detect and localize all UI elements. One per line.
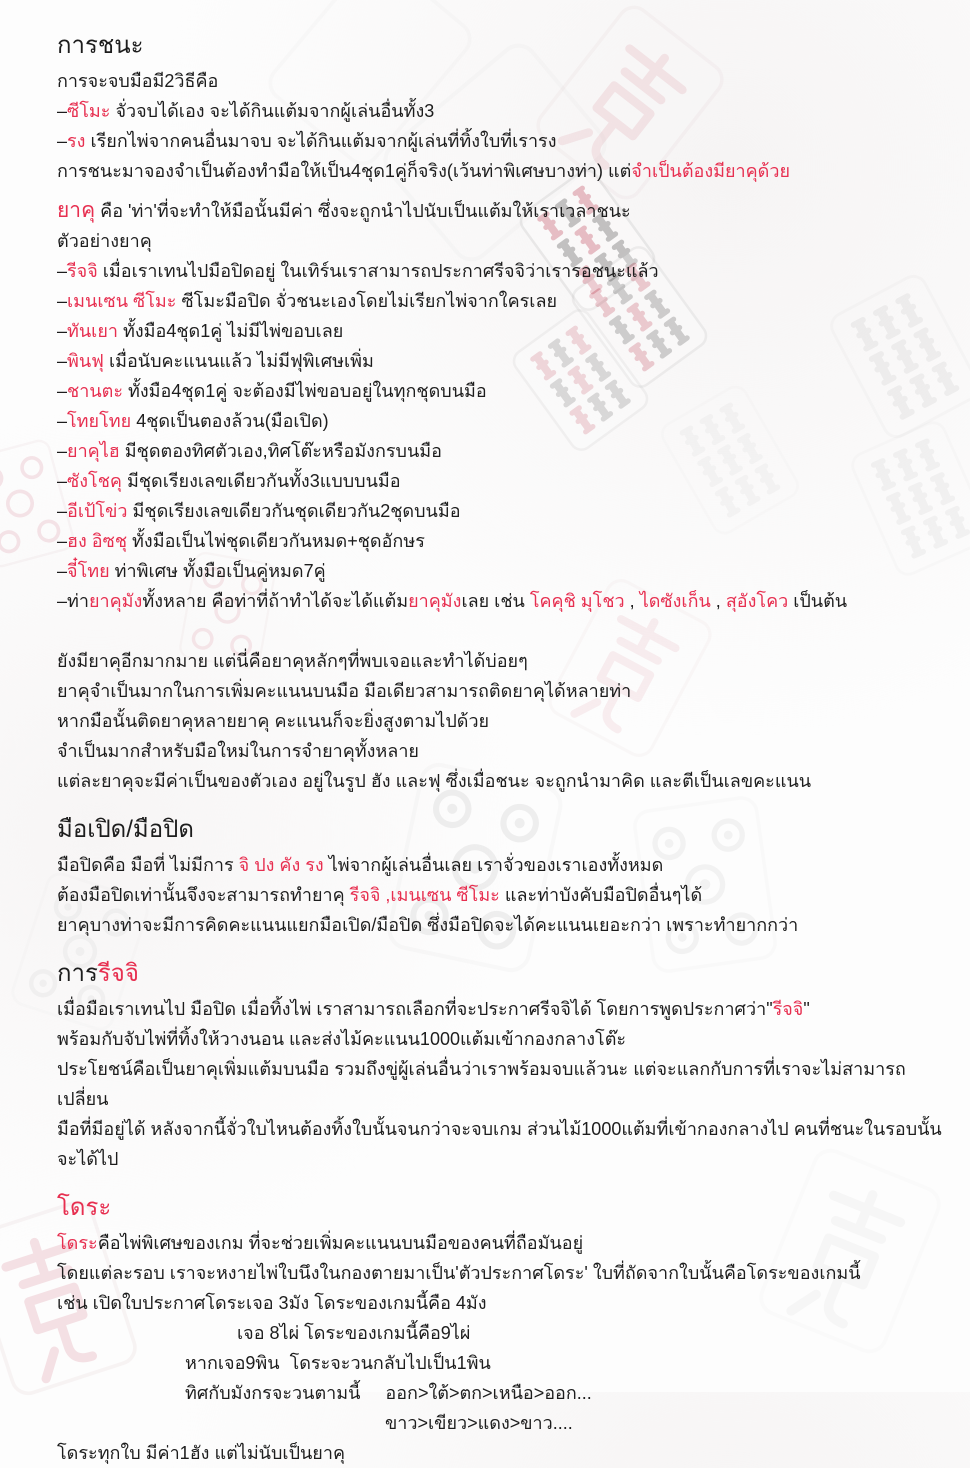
text-line bbox=[57, 1408, 942, 1438]
highlight-segment: สุอังโคว bbox=[725, 591, 789, 611]
heading-riichi bbox=[57, 954, 942, 994]
text-line bbox=[57, 526, 942, 556]
text-line bbox=[57, 256, 942, 286]
text-line bbox=[57, 646, 942, 676]
text-segment: เป็นต้น bbox=[788, 591, 848, 611]
highlight-segment: จำเป็นต้องมียาคุด้วย bbox=[631, 161, 791, 181]
text-line bbox=[57, 96, 942, 126]
text-line bbox=[57, 676, 942, 706]
text-segment: ทิศกับมังกรจะวนตามนี้ ออก>ใต้>ตก>เหนือ>ออก... bbox=[185, 1383, 592, 1403]
text-segment: มีชุดตองทิศตัวเอง,ทิศโต๊ะหรือมังกรบนมือ bbox=[119, 441, 442, 461]
section-riichi bbox=[57, 954, 942, 1174]
highlight-segment: ยาคุมัง bbox=[408, 591, 462, 611]
text-line bbox=[57, 376, 942, 406]
highlight-segment: รีจจิ ,เมนเซน ซีโมะ bbox=[349, 885, 500, 905]
heading-dora bbox=[57, 1188, 942, 1228]
section-dora bbox=[57, 1188, 942, 1468]
text-segment: ยังมียาคุอีกมากมาย แต่นี่คือยาคุหลักๆที่พบเจอและทำได้บ่อยๆ bbox=[57, 651, 528, 671]
text-segment: – bbox=[57, 411, 68, 431]
text-line bbox=[57, 126, 942, 156]
text-segment: – bbox=[57, 321, 68, 341]
text-segment: โดระทุกใบ มีค่า1ฮัง แต่ไม่นับเป็นยาคุ bbox=[57, 1443, 345, 1463]
highlight-segment: จี๋โทย bbox=[67, 561, 110, 581]
text-segment: – bbox=[57, 441, 68, 461]
heading-open-closed bbox=[57, 810, 942, 850]
highlight-segment: ไดซังเก็น bbox=[639, 591, 711, 611]
highlight-segment: ซังโชคุ bbox=[67, 471, 122, 491]
text-segment: เมื่อนับคะแนนแล้ว ไม่มีฟุพิเศษเพิ่ม bbox=[103, 351, 374, 371]
text-line bbox=[57, 1258, 942, 1288]
text-line bbox=[57, 66, 942, 96]
section-open-closed bbox=[57, 810, 942, 940]
text-line bbox=[57, 766, 942, 796]
text-line bbox=[57, 1348, 942, 1378]
text-segment: – bbox=[57, 501, 68, 521]
text-line bbox=[57, 496, 942, 526]
heading-winning bbox=[57, 26, 942, 66]
text-line bbox=[57, 1228, 942, 1258]
text-line bbox=[57, 466, 942, 496]
highlight-segment: รีจจิ bbox=[97, 960, 139, 987]
text-segment: คือ 'ท่า'ที่จะทำให้มือนั้นมีค่า ซึ่งจะถูกนำไปนับเป็นแต้มให้เราเวลาชนะ bbox=[95, 201, 631, 221]
text-segment: ยาคุจำเป็นมากในการเพิ่มคะแนนบนมือ มือเดียวสามารถติดยาคุได้หลายท่า bbox=[57, 681, 632, 701]
highlight-segment: โดระ bbox=[57, 1194, 112, 1221]
text-line bbox=[57, 226, 942, 256]
text-segment: – bbox=[57, 101, 68, 121]
text-segment: – bbox=[57, 131, 68, 151]
text-segment: – bbox=[57, 531, 68, 551]
section-yaku bbox=[57, 196, 942, 616]
highlight-segment: พินฟุ bbox=[67, 351, 104, 371]
highlight-segment: รีจจิ bbox=[67, 261, 98, 281]
text-segment: หากมือนั้นติดยาคุหลายยาคุ คะแนนก็จะยิ่งสูงตามไปด้วย bbox=[57, 711, 490, 731]
highlight-segment: โทยโทย bbox=[67, 411, 132, 431]
text-segment: – bbox=[57, 471, 68, 491]
text-segment: เรียกไพ่จากคนอื่นมาจบ จะได้กินแต้มจากผู้เล่นที่ทิ้งใบที่เรารง bbox=[85, 131, 557, 151]
text-segment: ทั้งมือเป็นไพ่ชุดเดียวกันหมด+ชุดอักษร bbox=[127, 531, 425, 551]
text-segment: และท่าบังคับมือปิดอื่นๆได้ bbox=[499, 885, 703, 905]
text-line bbox=[57, 286, 942, 316]
highlight-segment: โคคุชิ มุโชว bbox=[529, 591, 625, 611]
text-segment: ไพ่จากผู้เล่นอื่นเลย เราจั่วของเราเองทั้งหมด bbox=[323, 855, 664, 875]
text-segment: ตัวอย่างยาคุ bbox=[57, 231, 152, 251]
text-line bbox=[57, 1288, 942, 1318]
text-segment: ท่าพิเศษ ทั้งมือเป็นคู่หมด7คู่ bbox=[109, 561, 326, 581]
text-segment: การจะจบมือมี2วิธีคือ bbox=[57, 71, 219, 91]
highlight-segment: เมนเซน ซีโมะ bbox=[67, 291, 177, 311]
text-line bbox=[57, 556, 942, 586]
text-segment: เมื่อเราเทนไปมือปิดอยู่ ในเทิร์นเราสามารถประกาศรีจจิว่าเรารอชนะแล้ว bbox=[97, 261, 659, 281]
text-line bbox=[57, 586, 942, 616]
text-line bbox=[57, 736, 942, 766]
text-line bbox=[57, 316, 942, 346]
text-segment: มีชุดเรียงเลขเดียวกันชุดเดียวกัน2ชุดบนมือ bbox=[127, 501, 461, 521]
text-segment: ทั้งมือ4ชุด1คู่ จะต้องมีไพ่ขอบอยู่ในทุกชุดบนมือ bbox=[123, 381, 487, 401]
text-segment: จั่วจบได้เอง จะได้กินแต้มจากผู้เล่นอื่นทั้ง3 bbox=[110, 101, 435, 121]
text-segment: การ bbox=[57, 960, 98, 987]
highlight-segment: ซีโมะ bbox=[67, 101, 111, 121]
text-line bbox=[57, 994, 942, 1024]
text-line bbox=[57, 1438, 942, 1468]
text-segment: มือปิดคือ มือที่ ไม่มีการ bbox=[57, 855, 239, 875]
highlight-segment: รีจจิ bbox=[772, 999, 804, 1019]
text-segment: คือไพ่พิเศษของเกม ที่จะช่วยเพิ่มคะแนนบนมือของคนที่ถือมันอยู่ bbox=[97, 1233, 584, 1253]
text-segment: 4ชุดเป็นตองล้วน(มือเปิด) bbox=[131, 411, 329, 431]
text-segment: โดยแต่ละรอบ เราจะหงายไพ่ใบนึงในกองตายมาเป็น'ตัวประกาศโดระ' ใบที่ถัดจากใบนั้นคือโดระของเกมนี้ bbox=[57, 1263, 861, 1283]
text-segment: เจอ 8ไผ่ โดระของเกมนี้คือ9ไผ่ bbox=[237, 1323, 471, 1343]
text-segment: ยาคุบางท่าจะมีการคิดคะแนนแยกมือเปิด/มือปิด ซึ่งมือปิดจะได้คะแนนเยอะกว่า เพราะทำยากกว่า bbox=[57, 915, 799, 935]
text-segment: –ท่า bbox=[57, 591, 89, 611]
text-segment: ทั้งมือ4ชุด1คู่ ไม่มีไพ่ขอบเลย bbox=[118, 321, 344, 341]
text-line bbox=[57, 346, 942, 376]
text-segment: – bbox=[57, 261, 68, 281]
text-segment: การชนะมาจองจำเป็นต้องทำมือให้เป็น4ชุด1คู่ก็จริง(เว้นท่าพิเศษบางท่า) แต่ bbox=[57, 161, 632, 181]
text-line bbox=[57, 706, 942, 736]
text-segment: ประโยชน์คือเป็นยาคุเพิ่มแต้มบนมือ รวมถึงขู่ผู้เล่นอื่นว่าเราพร้อมจบแล้วนะ แต่จะแลกกับการที่เราจะไม่สามารถเปลี่ยน bbox=[57, 1059, 906, 1109]
text-line bbox=[57, 1024, 942, 1054]
text-segment: ซีโมะมือปิด จั่วชนะเองโดยไม่เรียกไพ่จากใครเลย bbox=[176, 291, 558, 311]
text-segment: – bbox=[57, 351, 68, 371]
text-line bbox=[57, 156, 942, 186]
text-line bbox=[57, 910, 942, 940]
text-segment: , bbox=[624, 591, 640, 611]
text-segment: – bbox=[57, 381, 68, 401]
highlight-segment: รง bbox=[67, 131, 86, 151]
text-segment: หากเจอ9พิน โดระจะวนกลับไปเป็น1พิน bbox=[185, 1353, 491, 1373]
highlight-segment: จิ ปง คัง รง bbox=[238, 855, 324, 875]
text-line bbox=[57, 196, 942, 226]
text-segment: มือที่มีอยู่ได้ หลังจากนี้จั่วใบไหนต้องทิ้งใบนั้นจนกว่าจะจบเกม ส่วนไม้1000แต้มที่เข้ากองกลางไป คนที่ชนะในรอบนั้นจะได้ไป bbox=[57, 1119, 942, 1169]
highlight-segment: ชานตะ bbox=[67, 381, 124, 401]
text-segment: , bbox=[710, 591, 726, 611]
text-segment: เช่น เปิดใบประกาศโดระเจอ 3มัง โดระของเกมนี้คือ 4มัง bbox=[57, 1293, 487, 1313]
text-line bbox=[57, 1378, 942, 1408]
text-segment: ขาว>เขียว>แดง>ขาว.... bbox=[385, 1413, 573, 1433]
text-segment: เมื่อมือเราเทนไป มือปิด เมื่อทิ้งไพ่ เราสามารถเลือกที่จะประกาศรีจจิได้ โดยการพูดประกาศว่า" bbox=[57, 999, 773, 1019]
text-line bbox=[57, 1114, 942, 1174]
highlight-segment: ยาคุ bbox=[57, 199, 96, 222]
text-line bbox=[57, 880, 942, 910]
highlight-segment: ฮง อิซชุ bbox=[67, 531, 128, 551]
text-segment: เลย เช่น bbox=[461, 591, 530, 611]
text-segment: – bbox=[57, 291, 68, 311]
highlight-segment: ทันเยา bbox=[67, 321, 118, 341]
text-segment: ทั้งหลาย คือท่าที่ถ้าทำได้จะได้แต้ม bbox=[142, 591, 409, 611]
highlight-segment: ยาคุไฮ bbox=[67, 441, 120, 461]
text-segment: ต้องมือปิดเท่านั้นจึงจะสามารถทำยาคุ bbox=[57, 885, 350, 905]
text-segment: มีชุดเรียงเลขเดียวกันทั้ง3แบบบนมือ bbox=[121, 471, 401, 491]
text-line bbox=[57, 850, 942, 880]
highlight-segment: ยาคุมัง bbox=[88, 591, 143, 611]
text-segment: มือเปิด/มือปิด bbox=[57, 816, 194, 843]
highlight-segment: อีเป้โข่ว bbox=[67, 501, 128, 521]
text-segment: พร้อมกับจับไพ่ที่ทิ้งให้วางนอน และส่งไม้คะแนน1000แต้มเข้ากองกลางโต๊ะ bbox=[57, 1029, 627, 1049]
text-segment: – bbox=[57, 561, 68, 581]
text-line bbox=[57, 406, 942, 436]
text-segment: การชนะ bbox=[57, 32, 144, 59]
text-segment: " bbox=[803, 999, 810, 1019]
section-yaku-notes bbox=[57, 646, 942, 796]
text-segment: จำเป็นมากสำหรับมือใหม่ในการจำยาคุทั้งหลาย bbox=[57, 741, 419, 761]
section-winning bbox=[57, 26, 942, 186]
highlight-segment: โดระ bbox=[57, 1233, 98, 1253]
text-line bbox=[57, 436, 942, 466]
text-line bbox=[57, 1318, 942, 1348]
text-segment: แต่ละยาคุจะมีค่าเป็นของตัวเอง อยู่ในรูป ฮัง และฟุ ซึ่งเมื่อชนะ จะถูกนำมาคิด และตีเป็นเลขคะแนน bbox=[57, 771, 812, 791]
text-line bbox=[57, 1054, 942, 1114]
